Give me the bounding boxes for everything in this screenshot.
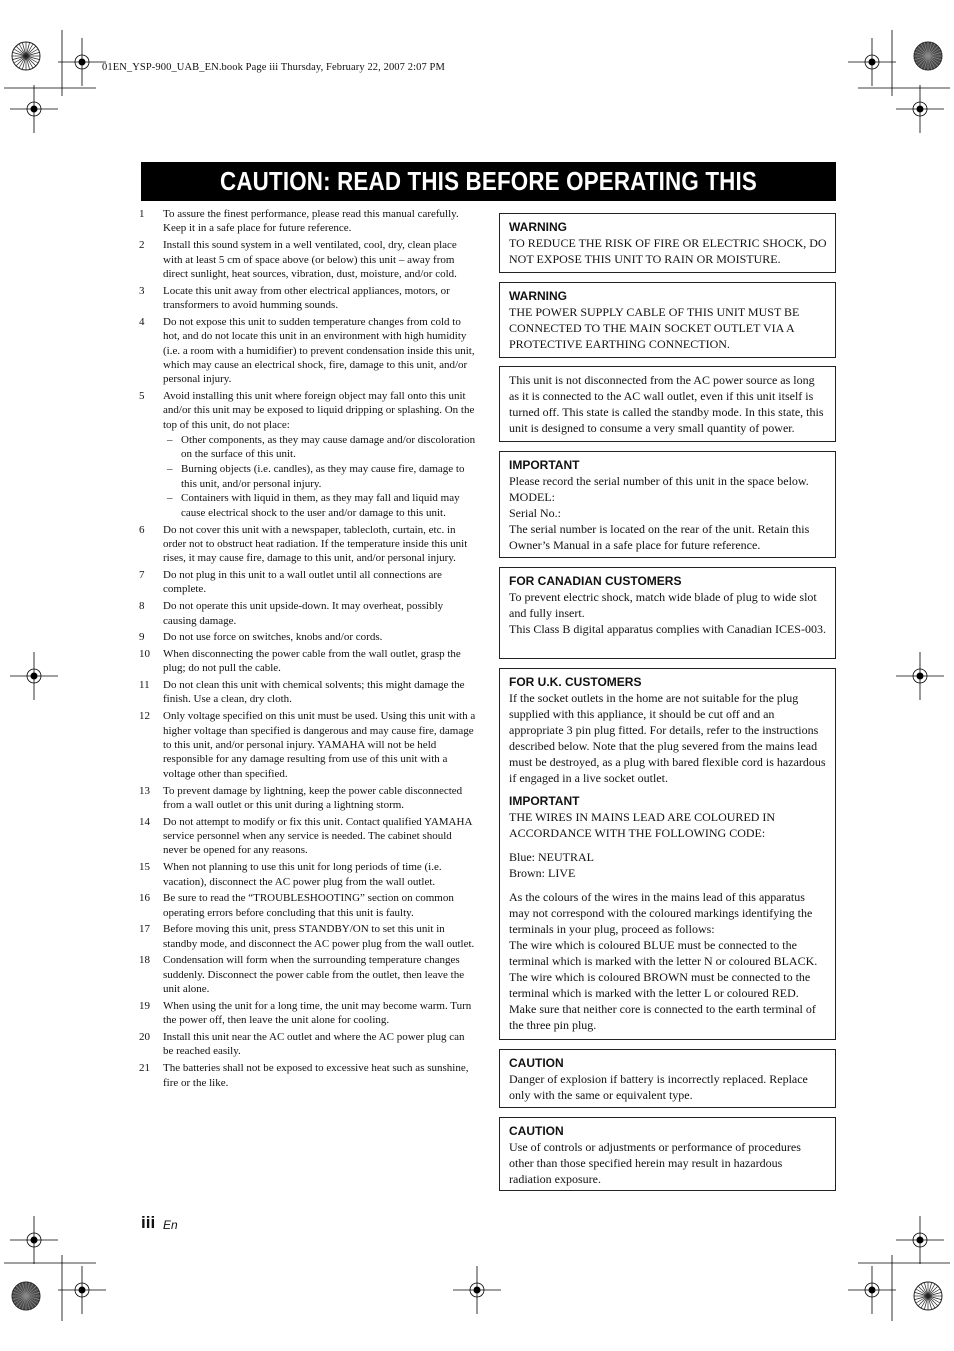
crosshair-mark: [10, 1216, 58, 1264]
box-heading: WARNING: [509, 289, 567, 303]
list-item: 17 Before moving this unit, press STANDBY/ON to set this unit in standby mode, and disconnect the AC power plug from the wall outlet.: [139, 923, 475, 950]
language-label: En: [163, 1218, 178, 1232]
box-heading: CAUTION: [509, 1056, 564, 1070]
crosshair-mark: [896, 652, 944, 700]
box-heading: FOR U.K. CUSTOMERS: [509, 675, 642, 689]
canadian-customers-box: FOR CANADIAN CUSTOMERS To prevent electric shock, match wide blade of plug to wide slot and fully insert. This Class B digital apparatus complies with Canadian ICES-003.: [499, 567, 836, 659]
standby-notice-box: This unit is not disconnected from the AC power source as long as it is connected to the AC wall outlet, even if this unit itself is turned off. This state is called the standby mode. In this state, this unit is designed to consume a very small quantity of power.: [499, 366, 836, 442]
color-target-mark: [12, 1282, 40, 1310]
list-item: 3 Locate this unit away from other electrical appliances, motors, or transformers to avoid humming sounds.: [139, 284, 450, 312]
list-item: 9 Do not use force on switches, knobs and/or cords.: [139, 631, 383, 644]
crosshair-mark: [848, 38, 896, 86]
crosshair-mark: [58, 1266, 106, 1314]
crosshair-mark: [58, 38, 106, 86]
box-heading: WARNING: [509, 220, 567, 234]
list-item: 19 When using the unit for a long time, the unit may become warm. Turn the power off, then leave the unit alone for cooling.: [139, 999, 472, 1027]
print-header: 01EN_YSP-900_UAB_EN.book Page iii Thursday, February 22, 2007 2:07 PM: [102, 62, 445, 73]
list-item: 15 When not planning to use this unit for long periods of time (i.e. vacation), disconnect the AC power plug from the wall outlet.: [139, 861, 442, 888]
important-serial-box: IMPORTANT Please record the serial number of this unit in the space below. MODEL: Serial No.: The serial number is located on the rear of the unit. Retain this Owner’s Manual in a safe place for future reference.: [499, 451, 836, 558]
list-item: 21 The batteries shall not be exposed to excessive heat such as sunshine, fire or the like.: [139, 1062, 469, 1089]
sub-item: – Other components, as they may cause damage and/or discoloration on the surface of this unit.: [167, 433, 476, 461]
serial-field: Serial No.:: [509, 506, 561, 520]
color-target-mark: [914, 42, 942, 70]
wire-blue: Blue: NEUTRAL: [509, 850, 594, 864]
warning-box-rain: WARNING TO REDUCE THE RISK OF FIRE OR ELECTRIC SHOCK, DO NOT EXPOSE THIS UNIT TO RAIN OR MOISTURE.: [499, 213, 836, 273]
list-item: 12 Only voltage specified on this unit must be used. Using this unit with a higher voltage than specified is dangerous and may cause fire, damage to this unit, and/or personal injury. YAMAHA will not be held responsible for any damage resulting from use of this unit with a voltage other than specified.: [139, 710, 476, 780]
sub-item: – Burning objects (i.e. candles), as they may cause fire, damage to this unit, and/or personal injury.: [167, 463, 465, 490]
list-item: 14 Do not attempt to modify or fix this unit. Contact qualified YAMAHA service personnel when any service is needed. The cabinet should never be opened for any reasons.: [139, 815, 472, 857]
box-heading: IMPORTANT: [509, 458, 580, 472]
list-item: 4 Do not expose this unit to sudden temperature changes from cold to hot, and do not locate this unit in an environment with high humidity (i.e. a room with a humidifier) to prevent condensation inside this unit, which may cause an electrical shock, fire, damage to this unit, and/or personal injury.: [139, 315, 475, 386]
wire-brown: Brown: LIVE: [509, 866, 576, 880]
crosshair-mark: [896, 85, 944, 133]
uk-customers-box: FOR U.K. CUSTOMERS If the socket outlets in the home are not suitable for the plug supplied with this appliance, it should be cut off and an appropriate 3 pin plug fitted. For details, refer to the instructions described below. Note that the plug severed from the mains lead must be destroyed, as a plug with bared flexible cord is hazardous if engaged in a live socket outlet. IMPORTANT THE WIRES IN MAINS LEAD ARE COLOURED IN ACCORDANCE WITH THE FOLLOWING CODE: Blue: NEUTRAL Brown: LIVE As the colours of the wires in the mains lead of this apparatus may not correspond with the coloured markings identifying the terminals in your plug, proceed as follows: The wire which is coloured BLUE must be connected to the terminal which is marked with the letter N or coloured BLACK. The wire which is coloured BROWN must be connected to the terminal which is marked with the letter L or coloured RED. Make sure that neither core is connected to the earth terminal of the three pin plug.: [499, 668, 836, 1040]
list-item: 6 Do not cover this unit with a newspaper, tablecloth, curtain, etc. in order not to obstruct heat radiation. If the temperature inside this unit rises, it may cause fire, damage to this unit, and/or personal injury.: [139, 523, 468, 565]
crosshair-mark: [453, 1266, 501, 1314]
box-subheading: IMPORTANT: [509, 794, 580, 808]
crosshair-mark: [848, 1266, 896, 1314]
list-item: 1 To assure the finest performance, please read this manual carefully. Keep it in a safe place for future reference.: [139, 208, 459, 235]
caution-battery-box: CAUTION Danger of explosion if battery is incorrectly replaced. Replace only with the same or equivalent type.: [499, 1049, 836, 1108]
list-item: 16 Be sure to read the “TROUBLESHOOTING” section on common operating errors before concluding that this unit is faulty.: [139, 892, 454, 919]
sub-item: – Containers with liquid in them, as they may fall and liquid may cause electrical shock to the user and/or damage to this unit.: [167, 492, 460, 519]
crosshair-mark: [10, 652, 58, 700]
warning-box-earthing: WARNING THE POWER SUPPLY CABLE OF THIS UNIT MUST BE CONNECTED TO THE MAIN SOCKET OUTLET VIA A PROTECTIVE EARTHING CONNECTION.: [499, 282, 836, 358]
page-number: iii: [141, 1213, 156, 1232]
color-target-mark: [914, 1282, 942, 1310]
crosshair-mark: [10, 85, 58, 133]
list-item: 10 When disconnecting the power cable from the wall outlet, grasp the plug; do not pull the cable.: [139, 647, 461, 675]
list-item: 7 Do not plug in this unit to a wall outlet until all connections are complete.: [139, 569, 442, 596]
crosshair-mark: [896, 1216, 944, 1264]
caution-list: [139, 207, 477, 1092]
list-item: 8 Do not operate this unit upside-down. It may overheat, possibly causing damage.: [139, 600, 444, 627]
model-field: MODEL:: [509, 490, 555, 504]
list-item: 2 Install this sound system in a well ventilated, cool, dry, clean place with at least 5 cm of space above (or below) this unit – away from direct sunlight, heat sources, vibration, dust, moisture, and/or cold.: [139, 239, 457, 280]
list-item: 11 Do not clean this unit with chemical solvents; this might damage the finish. Use a clean, dry cloth.: [139, 679, 465, 706]
color-target-mark: [12, 42, 40, 70]
page-title-text: CAUTION: READ THIS BEFORE OPERATING THIS UNIT.: [220, 166, 757, 235]
caution-radiation-box: CAUTION Use of controls or adjustments or performance of procedures other than those specified herein may result in hazardous radiation exposure.: [499, 1117, 836, 1191]
box-heading: FOR CANADIAN CUSTOMERS: [509, 574, 682, 588]
list-item: 5 Avoid installing this unit where foreign object may fall onto this unit and/or this unit may be exposed to liquid dripping or splashing. On the top of this unit, do not place: – Other components, as they may cause damage and/or discoloration on the surface of this unit. – Burning objects (i.e. candles), as they may cause fire, damage to this unit, and/or personal injury. – Containers with liquid in them, as they may fall and liquid may cause electrical shock to the user and/or damage to this unit.: [139, 390, 476, 519]
list-item: 13 To prevent damage by lightning, keep the power cable disconnected from a wall outlet or this unit during a lightning storm.: [139, 784, 463, 811]
box-heading: CAUTION: [509, 1124, 564, 1138]
list-item: 20 Install this unit near the AC outlet and where the AC power plug can be reached easily.: [139, 1031, 465, 1058]
list-item: 18 Condensation will form when the surrounding temperature changes suddenly. Disconnect the power cable from the outlet, then leave the unit alone.: [139, 954, 465, 996]
